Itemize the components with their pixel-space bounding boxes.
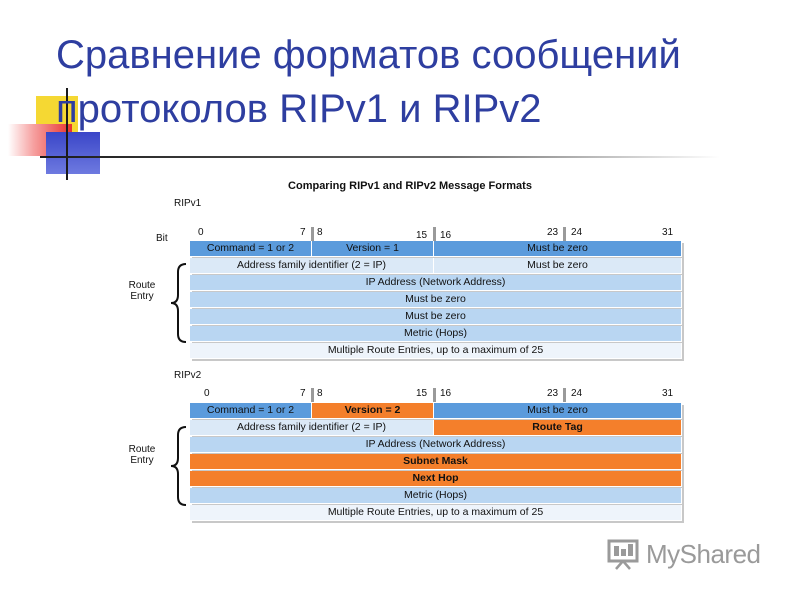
ripv2-route-entry-label — [124, 444, 160, 466]
ripv2-metric-cell: Metric (Hops) — [190, 488, 682, 504]
ripv2-subnet-mask-cell: Subnet Mask — [190, 454, 682, 470]
ripv1-afi-cell: Address family identifier (2 = IP) — [190, 258, 434, 274]
bit-label: Bit — [156, 233, 168, 244]
ripv2-row-ip-address — [190, 437, 682, 453]
ripv1-bit-8: 8 — [317, 227, 323, 238]
ripv1-multiple-entries-cell: Multiple Route Entries, up to a maximum of 25 — [190, 343, 682, 359]
ripv2-route-tag-cell: Route Tag — [434, 420, 682, 436]
ripv2-bit-7: 7 — [300, 388, 306, 399]
ripv1-route-entry-label — [124, 280, 160, 302]
ripv1-bit-16: 16 — [440, 230, 452, 241]
ripv1-row-must-be-zero-2 — [190, 309, 682, 325]
ripv1-byte-divider-7-8 — [311, 227, 314, 241]
myshared-watermark — [606, 538, 761, 570]
ripv1-must-be-zero-header-cell: Must be zero — [434, 241, 682, 257]
ripv2-bit-8: 8 — [317, 388, 323, 399]
ripv1-bit-23: 23 — [547, 227, 559, 238]
ripv1-row-must-be-zero-1 — [190, 292, 682, 308]
ripv2-route-entry-line2: Entry — [130, 455, 154, 466]
ripv2-command-cell: Command = 1 or 2 — [190, 403, 312, 419]
ripv1-bit-0: 0 — [198, 227, 204, 238]
ripv1-command-cell: Command = 1 or 2 — [190, 241, 312, 257]
ripv1-bit-15: 15 — [416, 230, 428, 241]
myshared-logo-icon — [606, 538, 640, 570]
ripv2-bit-16: 16 — [440, 388, 452, 399]
ripv1-label: RIPv1 — [174, 198, 202, 209]
ripv2-row-afi — [190, 420, 682, 436]
ripv2-bit-23: 23 — [547, 388, 559, 399]
ripv2-row-subnet-mask — [190, 454, 682, 470]
ripv1-version-cell: Version = 1 — [312, 241, 434, 257]
ripv2-route-entry-line1: Route — [128, 444, 156, 455]
figure-title: Comparing RIPv1 and RIPv2 Message Formats — [288, 180, 532, 192]
ripv2-row-header — [190, 403, 682, 419]
title-underline — [40, 156, 720, 158]
ripv2-byte-divider-23-24 — [563, 388, 566, 402]
ripv2-row-next-hop — [190, 471, 682, 487]
ripv1-byte-divider-23-24 — [563, 227, 566, 241]
ripv1-row-metric — [190, 326, 682, 342]
ripv2-route-entry-brace — [168, 425, 190, 507]
title-decoration-blue-square — [46, 132, 100, 174]
ripv2-row-multiple — [190, 505, 682, 521]
ripv2-ip-address-cell: IP Address (Network Address) — [190, 437, 682, 453]
ripv2-multiple-entries-cell: Multiple Route Entries, up to a maximum of 25 — [190, 505, 682, 521]
ripv2-afi-cell: Address family identifier (2 = IP) — [190, 420, 434, 436]
ripv1-row-multiple — [190, 343, 682, 359]
ripv1-ip-address-cell: IP Address (Network Address) — [190, 275, 682, 291]
ripv1-afi-must-be-zero-cell: Must be zero — [434, 258, 682, 274]
ripv1-row-afi — [190, 258, 682, 274]
ripv1-row-header — [190, 241, 682, 257]
ripv2-bit-31: 31 — [662, 388, 674, 399]
ripv1-row-ip-address — [190, 275, 682, 291]
ripv1-bit-31: 31 — [662, 227, 674, 238]
ripv2-label: RIPv2 — [174, 370, 202, 381]
ripv2-row-metric — [190, 488, 682, 504]
ripv2-byte-divider-15-16 — [433, 388, 436, 402]
ripv1-must-be-zero-cell-2: Must be zero — [190, 309, 682, 325]
ripv2-bit-15: 15 — [416, 388, 428, 399]
ripv1-byte-divider-15-16 — [433, 227, 436, 241]
ripv1-bit-24: 24 — [571, 227, 583, 238]
ripv1-must-be-zero-cell-1: Must be zero — [190, 292, 682, 308]
ripv2-version-cell: Version = 2 — [312, 403, 434, 419]
ripv2-next-hop-cell: Next Hop — [190, 471, 682, 487]
ripv1-route-entry-brace — [168, 262, 190, 344]
ripv1-metric-cell: Metric (Hops) — [190, 326, 682, 342]
ripv2-bit-0: 0 — [204, 388, 210, 399]
ripv2-bit-24: 24 — [571, 388, 583, 399]
ripv1-bit-7: 7 — [300, 227, 306, 238]
slide-title: Сравнение форматов сообщений протоколов RIPv1 и RIPv2 — [56, 33, 681, 131]
ripv2-must-be-zero-header-cell: Must be zero — [434, 403, 682, 419]
myshared-watermark-text: MyShared — [646, 538, 761, 569]
ripv2-byte-divider-7-8 — [311, 388, 314, 402]
ripv1-route-entry-line2: Entry — [130, 291, 154, 302]
ripv1-route-entry-line1: Route — [128, 280, 156, 291]
